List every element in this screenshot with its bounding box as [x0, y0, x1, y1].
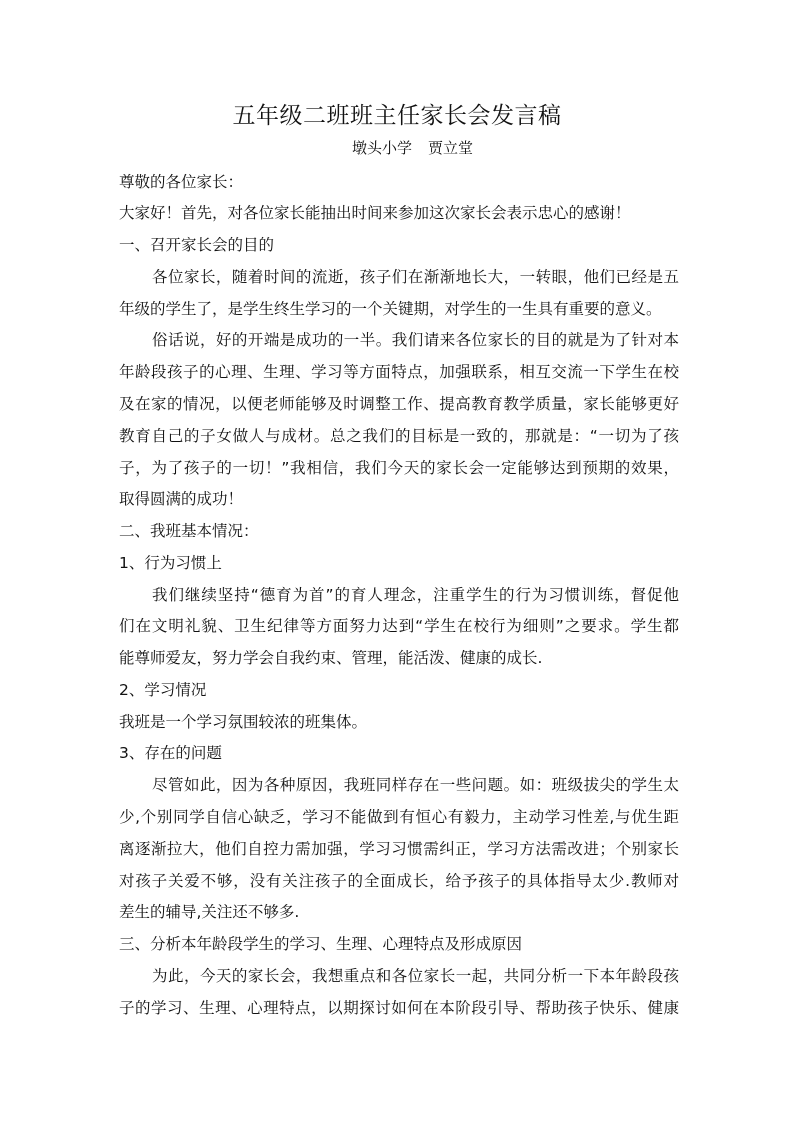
section-heading-2: 二、我班基本情况： [119, 522, 259, 540]
paragraph-line: 离逐渐拉大，他们自控力需加强，学习习惯需纠正，学习方法需改进；个别家长 [119, 840, 679, 858]
paragraph-line: 对孩子关爱不够，没有关注孩子的全面成长，给予孩子的具体指导太少.教师对 [119, 872, 679, 890]
paragraph-line: 差生的辅导,关注还不够多. [119, 903, 300, 921]
paragraph-line: 少,个别同学自信心缺乏，学习不能做到有恒心有毅力，主动学习性差,与优生距 [119, 808, 679, 826]
paragraph-line: 尽管如此，因为各种原因，我班同样存在一些问题。如：班级拔尖的学生太 [152, 776, 679, 794]
paragraph-line: 教育自己的子女做人与成材。总之我们的目标是一致的，那就是：“一切为了孩 [119, 427, 679, 445]
author-byline [352, 136, 473, 160]
paragraph-line: 取得圆满的成功！ [119, 490, 244, 508]
author-name: 贾立堂 [428, 139, 474, 157]
paragraph-line: 俗话说，好的开端是成功的一半。我们请来各位家长的目的就是为了针对本 [152, 331, 679, 349]
paragraph-line: 我们继续坚持“德育为首”的育人理念，注重学生的行为习惯训练，督促他 [152, 586, 679, 604]
paragraph-line: 及在家的情况，以便老师能够及时调整工作、提高教育教学质量，家长能够更好 [119, 395, 679, 413]
subsection-heading: 2、学习情况 [119, 681, 207, 699]
paragraph-line: 年级的学生了，是学生终生学习的一个关键期，对学生的一生具有重要的意义。 [119, 300, 662, 318]
paragraph-line: 子的学习、生理、心理特点，以期探讨如何在本阶段引导、帮助孩子快乐、健康 [119, 999, 679, 1017]
subsection-heading: 1、行为习惯上 [119, 554, 222, 572]
paragraph-line: 年龄段孩子的心理、生理、学习等方面特点，加强联系，相互交流一下学生在校 [119, 363, 679, 381]
paragraph-line: 子，为了孩子的一切！”我相信，我们今天的家长会一定能够达到预期的效果， [119, 459, 679, 477]
subsection-heading: 3、存在的问题 [119, 744, 222, 762]
paragraph-line: 能尊师爱友，努力学会自我约束、管理，能活泼、健康的成长. [119, 649, 543, 667]
salutation: 尊敬的各位家长： [119, 173, 244, 191]
paragraph-line: 为此，今天的家长会，我想重点和各位家长一起，共同分析一下本年龄段孩 [152, 967, 679, 985]
document-title: 五年级二班班主任家长会发言稿 [232, 103, 562, 129]
section-heading-3: 三、分析本年龄段学生的学习、生理、心理特点及形成原因 [119, 935, 523, 953]
paragraph-line: 们在文明礼貌、卫生纪律等方面努力达到“学生在校行为细则”之要求。学生都 [119, 617, 679, 635]
paragraph-line: 我班是一个学习氛围较浓的班集体。 [119, 713, 368, 731]
author-school: 墩头小学 [352, 139, 413, 157]
paragraph-line: 各位家长，随着时间的流逝，孩子们在渐渐地长大，一转眼，他们已经是五 [152, 268, 679, 286]
greeting: 大家好！首先，对各位家长能抽出时间来参加这次家长会表示忠心的感谢！ [119, 204, 631, 222]
section-heading-1: 一、召开家长会的目的 [119, 236, 275, 254]
